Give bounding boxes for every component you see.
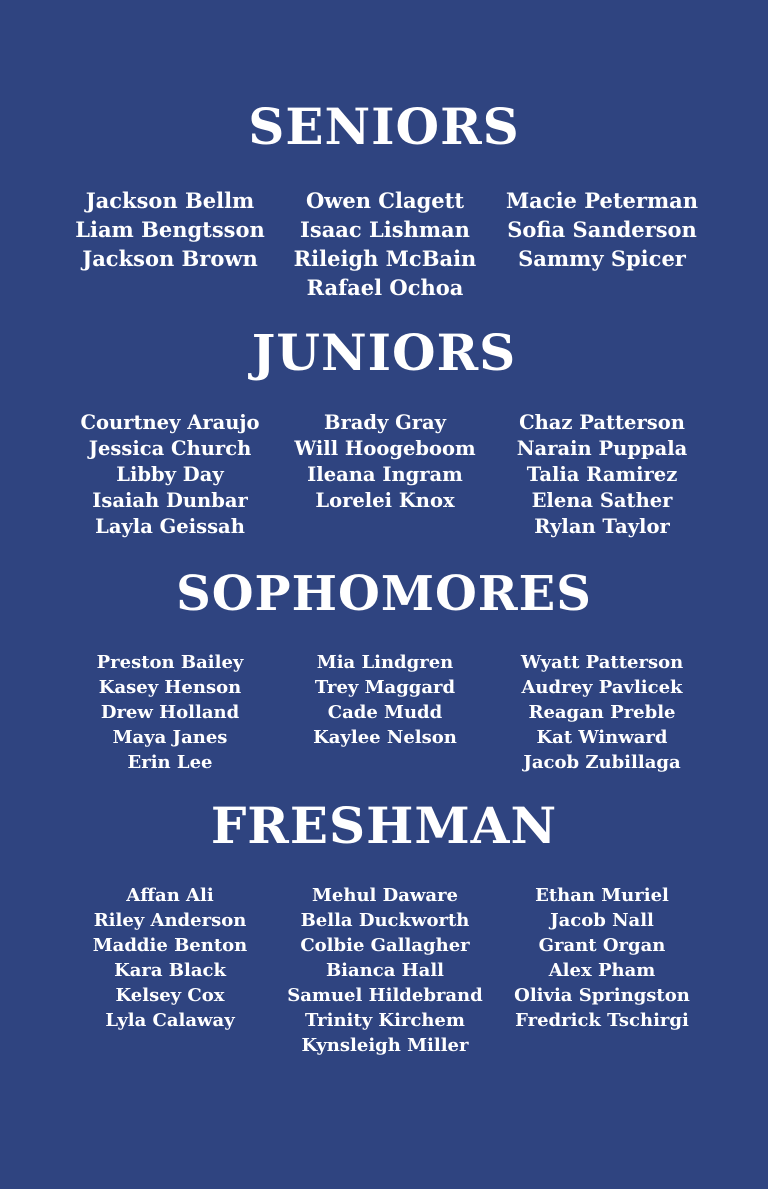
sophomores-column-3 <box>487 650 717 775</box>
student-name: Kynsleigh Miller <box>301 1035 469 1056</box>
student-name: Liam Bengtsson <box>75 217 265 242</box>
student-name: Olivia Springston <box>514 985 690 1006</box>
student-name: Jackson Bellm <box>85 188 255 213</box>
student-name: Kaylee Nelson <box>313 727 457 748</box>
student-name: Mia Lindgren <box>316 652 454 673</box>
student-name: Jessica Church <box>88 437 252 460</box>
juniors-heading: JUNIORS <box>251 323 517 382</box>
student-name: Macie Peterman <box>505 188 699 213</box>
student-name: Cade Mudd <box>327 702 443 723</box>
student-name: Lyla Calaway <box>105 1010 235 1031</box>
student-name: Audrey Pavlicek <box>521 677 683 698</box>
student-name: Sammy Spicer <box>518 246 686 271</box>
sophomores-column-1 <box>55 650 285 775</box>
juniors-column-2 <box>270 410 500 514</box>
student-name: Elena Sather <box>531 489 673 512</box>
freshman-column-3 <box>487 883 717 1033</box>
student-name: Jacob Nall <box>550 910 654 931</box>
student-name: Kelsey Cox <box>115 985 225 1006</box>
student-name: Jacob Zubillaga <box>523 752 681 773</box>
sophomores-section <box>0 566 768 773</box>
student-name: Fredrick Tschirgi <box>515 1010 689 1031</box>
student-name: Trey Maggard <box>314 677 456 698</box>
freshman-column-2 <box>270 883 500 1058</box>
seniors-column-2 <box>270 186 500 302</box>
student-name: Talia Ramirez <box>526 463 678 486</box>
student-name: Ileana Ingram <box>307 463 463 486</box>
student-name: Sofia Sanderson <box>507 217 697 242</box>
student-name: Owen Clagett <box>305 188 465 213</box>
student-name: Courtney Araujo <box>80 411 260 434</box>
freshman-heading: FRESHMAN <box>210 796 558 855</box>
sophomores-column-2 <box>270 650 500 750</box>
student-name: Wyatt Patterson <box>520 652 684 673</box>
student-name: Libby Day <box>116 463 224 486</box>
student-name: Isaac Lishman <box>300 217 470 242</box>
student-name: Will Hoogeboom <box>294 437 476 460</box>
student-name: Rafael Ochoa <box>306 275 464 300</box>
student-name: Narain Puppala <box>516 437 688 460</box>
student-name: Isaiah Dunbar <box>92 489 248 512</box>
student-name: Chaz Patterson <box>519 411 685 434</box>
freshman-section <box>0 796 768 1056</box>
student-name: Kat Winward <box>536 727 668 748</box>
student-name: Erin Lee <box>127 752 213 773</box>
student-name: Maya Janes <box>112 727 228 748</box>
student-name: Ethan Muriel <box>535 885 669 906</box>
student-name: Colbie Gallagher <box>300 935 470 956</box>
student-name: Rileigh McBain <box>293 246 477 271</box>
student-name: Maddie Benton <box>92 935 248 956</box>
student-name: Affan Ali <box>126 885 214 906</box>
student-name: Riley Anderson <box>93 910 247 931</box>
student-name: Alex Pham <box>548 960 656 981</box>
seniors-column-1 <box>55 186 285 273</box>
student-name: Jackson Brown <box>82 246 258 271</box>
student-name: Kasey Henson <box>98 677 242 698</box>
student-name: Lorelei Knox <box>315 489 455 512</box>
student-name: Trinity Kirchem <box>305 1010 465 1031</box>
student-name: Drew Holland <box>100 702 240 723</box>
student-name: Reagan Preble <box>528 702 676 723</box>
juniors-column-1 <box>55 410 285 540</box>
student-name: Bella Duckworth <box>300 910 470 931</box>
seniors-section <box>0 97 768 300</box>
freshman-column-1 <box>55 883 285 1033</box>
seniors-heading: SENIORS <box>248 97 520 156</box>
student-name: Grant Organ <box>538 935 666 956</box>
student-name: Layla Geissah <box>95 515 245 538</box>
juniors-column-3 <box>487 410 717 540</box>
sophomores-heading: SOPHOMORES <box>176 566 592 622</box>
student-name: Kara Black <box>114 960 226 981</box>
juniors-section <box>0 323 768 538</box>
student-name: Mehul Daware <box>311 885 459 906</box>
seniors-column-3 <box>487 186 717 273</box>
student-name: Samuel Hildebrand <box>287 985 483 1006</box>
student-name: Bianca Hall <box>325 960 445 981</box>
student-name: Preston Bailey <box>96 652 244 673</box>
student-name: Rylan Taylor <box>534 515 670 538</box>
student-name: Brady Gray <box>323 411 447 434</box>
